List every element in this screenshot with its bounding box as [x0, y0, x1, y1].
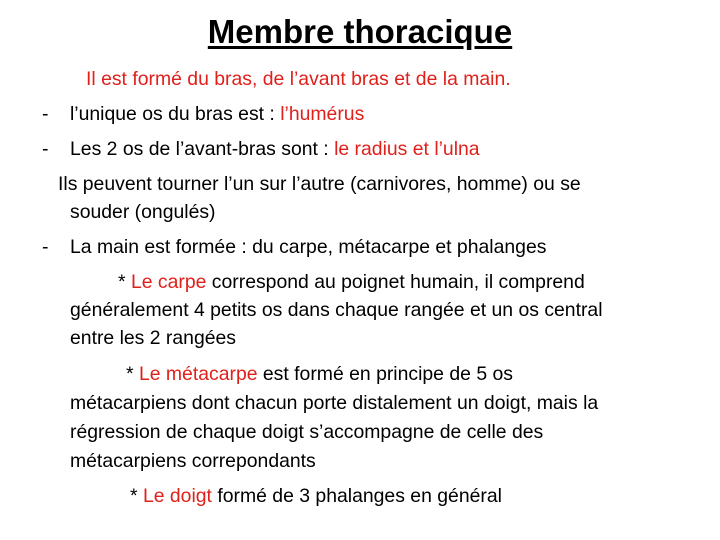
doigt-star: * — [130, 485, 143, 507]
metacarpe-rest: est formé en principe de 5 os — [257, 363, 513, 385]
avant-bras-prefix: Les 2 os de l’avant-bras sont : — [70, 138, 335, 160]
carpe-line-1 — [118, 270, 585, 294]
bullet-dash: - — [42, 103, 49, 125]
carpe-highlight: Le carpe — [130, 271, 207, 293]
bullet-dash: - — [42, 236, 49, 258]
metacarpe-line-2: métacarpiens dont chacun porte distalement un doigt, mais la — [70, 392, 599, 414]
carpe-rest: correspond au poignet humain, il comprend — [206, 271, 585, 293]
slide-title: Membre thoracique — [207, 13, 513, 50]
tourner-line-2: souder (ongulés) — [70, 201, 216, 223]
doigt-line — [130, 484, 502, 508]
metacarpe-line-1 — [126, 362, 513, 386]
doigt-rest: formé de 3 phalanges en général — [211, 485, 502, 507]
humerus-highlight: l’humérus — [280, 103, 365, 125]
tourner-line-1: Ils peuvent tourner l’un sur l’autre (carnivores, homme) ou se — [58, 173, 581, 195]
metacarpe-line-3: régression de chaque doigt s’accompagne de celle des — [70, 421, 544, 443]
metacarpe-highlight: Le métacarpe — [138, 363, 258, 385]
metacarpe-line-4: métacarpiens correpondants — [70, 450, 316, 472]
carpe-star: * — [118, 271, 131, 293]
metacarpe-star: * — [126, 363, 139, 385]
bullet-dash: - — [42, 138, 49, 160]
humerus-prefix: l’unique os du bras est : — [70, 103, 281, 125]
carpe-line-3: entre les 2 rangées — [70, 327, 237, 349]
main-line: La main est formée : du carpe, métacarpe et phalanges — [70, 236, 547, 258]
carpe-line-2: généralement 4 petits os dans chaque rangée et un os central — [70, 299, 603, 321]
avant-bras-highlight: le radius et l’ulna — [334, 138, 480, 160]
avant-bras-line — [70, 137, 480, 161]
doigt-highlight: Le doigt — [142, 485, 212, 507]
humerus-line — [70, 102, 364, 126]
intro-text: Il est formé du bras, de l’avant bras et de la main. — [86, 68, 511, 90]
